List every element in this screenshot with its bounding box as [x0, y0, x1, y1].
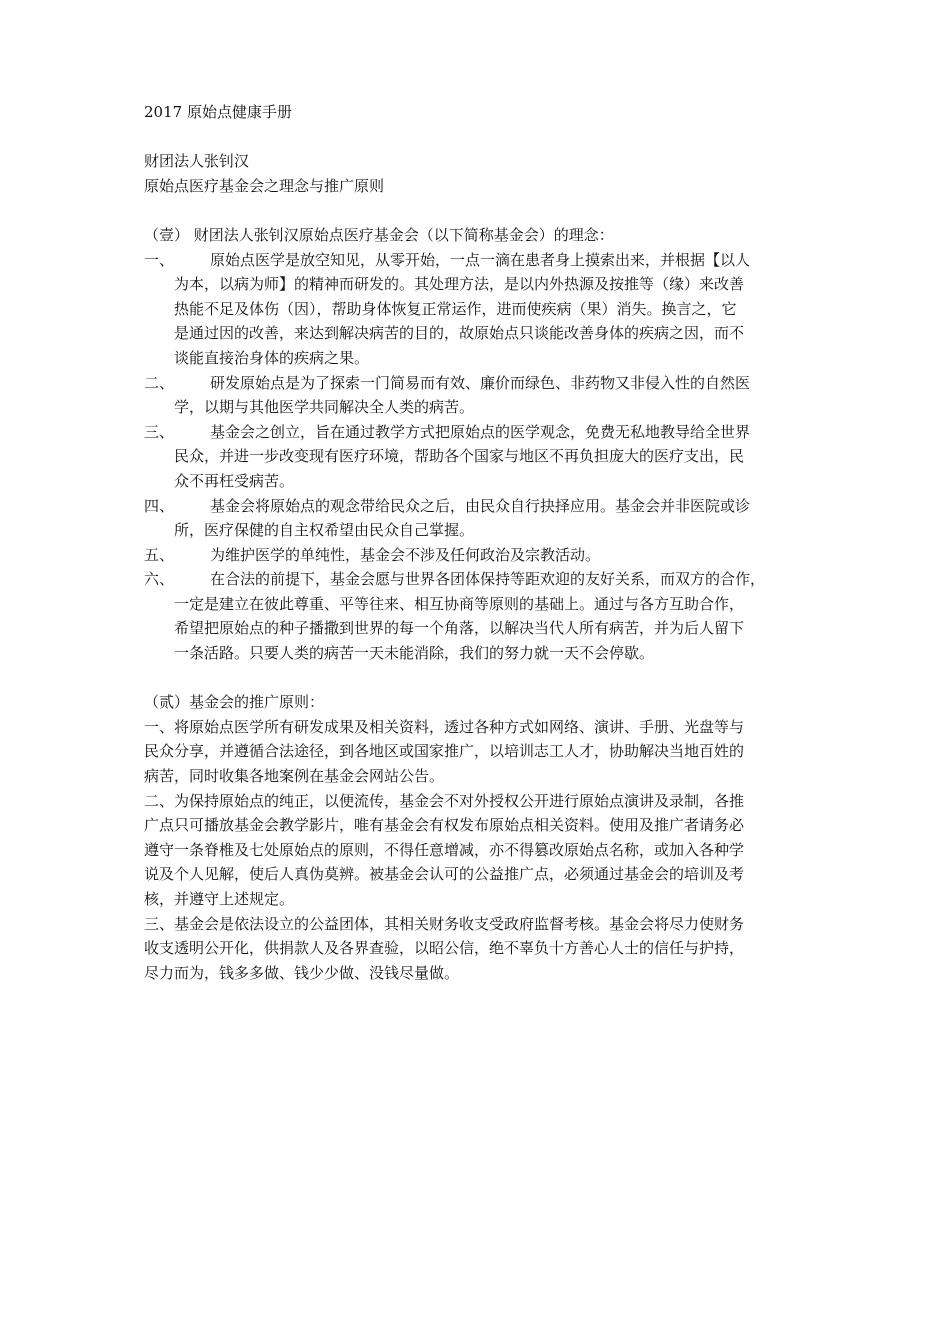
- document-title: 2017 原始点健康手册: [144, 103, 292, 121]
- section2-heading: （贰）基金会的推广原则：: [144, 693, 325, 712]
- principle-number: 三、: [144, 422, 175, 441]
- principle-text: [174, 420, 820, 494]
- principle-item: [144, 494, 820, 543]
- section2-list: [144, 715, 820, 986]
- text-line: 研发原始点是为了探索一门简易而有效、廉价而绿色、非药物又非侵入性的自然医: [210, 373, 751, 392]
- text-line: 一、将原始点医学所有研发成果及相关资料，透过各种方式如网络、演讲、手册、光盘等与: [144, 717, 745, 736]
- principle-number: 五、: [144, 545, 175, 564]
- text-line: 核，并遵守上述规定。: [144, 890, 295, 908]
- principle-text: [174, 494, 820, 543]
- text-line: 基金会之创立，旨在通过教学方式把原始点的医学观念，免费无私地教导给全世界: [210, 422, 751, 441]
- text-line: 三、基金会是依法设立的公益团体，其相关财务收支受政府监督考核。基金会将尽力使财务: [144, 914, 745, 933]
- text-line: 收支透明公开化，供捐款人及各界查验，以昭公信，绝不辜负十方善心人士的信任与护持，: [144, 939, 745, 958]
- author-line: 财团法人张钊汉: [144, 152, 250, 171]
- text-line: 说及个人见解，使后人真伪莫辨。被基金会认可的公益推广点，必须通过基金会的培训及考: [144, 865, 745, 884]
- text-line: 一条活路。只要人类的病苦一天未能消除，我们的努力就一天不会停歇。: [174, 644, 655, 663]
- principle-text: [174, 567, 820, 665]
- promotion-paragraph: [144, 789, 820, 912]
- text-line: 原始点医学是放空知见，从零开始，一点一滴在患者身上摸索出来，并根据【以人: [210, 250, 751, 269]
- subtitle-line: 原始点医疗基金会之理念与推广原则: [144, 176, 385, 195]
- text-line: 尽力而为，钱多多做、钱少少做、没钱尽量做。: [144, 963, 460, 982]
- principle-item: [144, 543, 820, 568]
- principle-number: 一、: [144, 250, 175, 269]
- text-line: 所，医疗保健的自主权希望由民众自己掌握。: [174, 521, 475, 540]
- text-line: 谈能直接治身体的疾病之果。: [174, 348, 370, 367]
- principle-item: [144, 248, 820, 371]
- principle-item: [144, 420, 820, 494]
- principle-text: [174, 371, 820, 420]
- text-line: 二、为保持原始点的纯正，以便流传，基金会不对外授权公开进行原始点演讲及录制，各推: [144, 791, 745, 810]
- text-line: 众不再枉受病苦。: [174, 471, 295, 490]
- promotion-paragraph: [144, 715, 820, 789]
- text-line: 病苦，同时收集各地案例在基金会网站公告。: [144, 767, 445, 786]
- principle-item: [144, 371, 820, 420]
- section1-list: [144, 248, 820, 666]
- text-line: 希望把原始点的种子播撒到世界的每一个角落，以解决当代人所有病苦，并为后人留下: [174, 619, 745, 638]
- text-line: 热能不足及体伤（因），帮助身体恢复正常运作，进而使疾病（果）消失。换言之，它: [174, 299, 737, 318]
- text-line: 是通过因的改善，来达到解决病苦的目的，故原始点只谈能改善身体的疾病之因，而不: [174, 324, 745, 343]
- text-line: 为维护医学的单纯性，基金会不涉及任何政治及宗教活动。: [210, 545, 601, 564]
- document-page: [144, 100, 820, 985]
- text-line: 基金会将原始点的观念带给民众之后，由民众自行抉择应用。基金会并非医院或诊: [210, 496, 751, 515]
- text-line: 民众，并进一步改变现有医疗环境，帮助各个国家与地区不再负担庞大的医疗支出，民: [174, 447, 745, 466]
- principle-number: 二、: [144, 373, 175, 392]
- principle-text: [174, 248, 820, 371]
- spacer: [144, 125, 820, 150]
- text-line: 为本，以病为师】的精神而研发的。其处理方法，是以内外热源及按推等（缘）来改善: [174, 275, 745, 294]
- principle-text: [210, 543, 820, 568]
- text-line: 广点只可播放基金会教学影片，唯有基金会有权发布原始点相关资料。使用及推广者请务必: [144, 816, 745, 835]
- text-line: 遵守一条脊椎及七处原始点的原则，不得任意增减，亦不得篡改原始点名称，或加入各种学: [144, 840, 745, 859]
- spacer: [144, 666, 820, 691]
- section1-heading: （壹） 财团法人张钊汉原始点医疗基金会（以下简称基金会）的理念：: [144, 225, 614, 244]
- text-line: 学，以期与其他医学共同解决全人类的病苦。: [174, 398, 475, 417]
- principle-number: 六、: [144, 570, 175, 589]
- promotion-paragraph: [144, 912, 820, 986]
- spacer: [144, 198, 820, 223]
- text-line: 一定是建立在彼此尊重、平等往来、相互协商等原则的基础上。通过与各方互助合作，: [174, 594, 745, 613]
- principle-item: [144, 567, 820, 665]
- text-line: 在合法的前提下，基金会愿与世界各团体保持等距欢迎的友好关系，而双方的合作，: [210, 570, 766, 589]
- principle-number: 四、: [144, 496, 175, 515]
- text-line: 民众分享，并遵循合法途径，到各地区或国家推广，以培训志工人才，协助解决当地百姓的: [144, 742, 745, 761]
